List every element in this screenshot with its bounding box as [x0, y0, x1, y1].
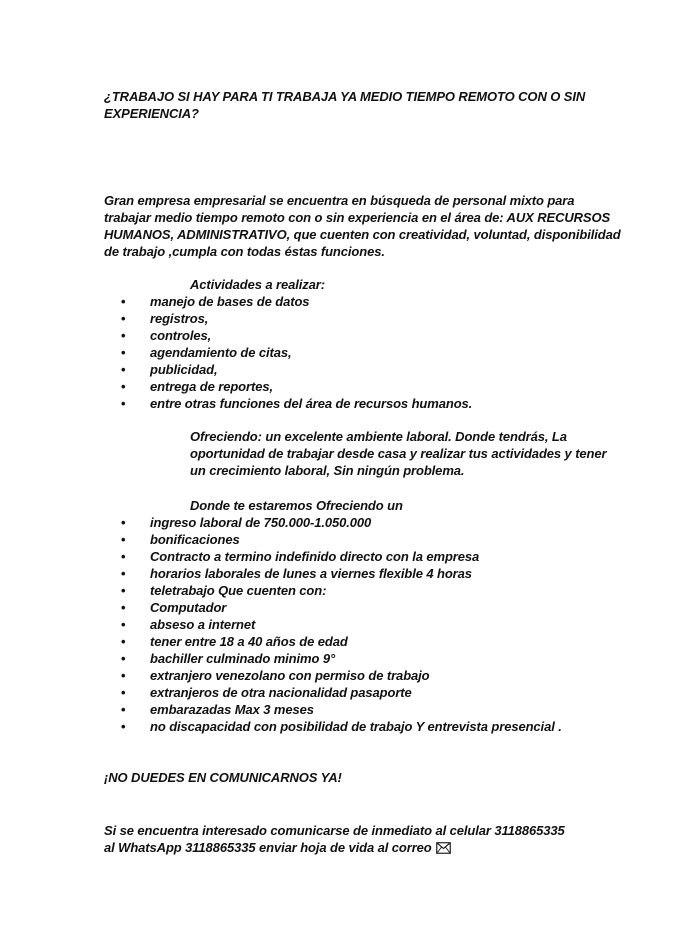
- activities-list: [0, 293, 697, 412]
- bullet-point: •: [121, 311, 126, 326]
- benefit-item: [0, 531, 697, 548]
- bullet-point: •: [121, 294, 126, 309]
- bullet-point: •: [121, 617, 126, 632]
- activity-item-text: manejo de bases de datos: [150, 294, 310, 309]
- benefit-item: [0, 650, 697, 667]
- bullet-point: •: [121, 379, 126, 394]
- benefit-item-text: extranjero venezolano con permiso de trabajo: [150, 668, 430, 683]
- benefit-item: [0, 514, 697, 531]
- bullet-point: •: [121, 685, 126, 700]
- contact-line-2-text: al WhatsApp 3118865335 enviar hoja de vida al correo: [104, 840, 432, 855]
- activity-item-text: agendamiento de citas,: [150, 345, 292, 360]
- intro-paragraph: Gran empresa empresarial se encuentra en búsqueda de personal mixto para trabajar medio tiempo remoto con o sin experiencia en el área de: AUX RECURSOS HUMANOS, ADMINISTRATIVO, que cuenten con creatividad, voluntad, disponibilidad de trabajo ,cumpla con todas éstas funciones.: [104, 193, 621, 259]
- activity-item: [0, 378, 697, 395]
- bullet-point: •: [121, 532, 126, 547]
- benefit-item: [0, 565, 697, 582]
- benefit-item-text: Computador: [150, 600, 227, 615]
- activity-item-text: controles,: [150, 328, 212, 343]
- benefit-item-text: teletrabajo Que cuenten con:: [150, 583, 327, 598]
- activities-heading: Actividades a realizar:: [190, 277, 325, 292]
- benefit-item: [0, 633, 697, 650]
- benefit-item: [0, 548, 697, 565]
- bullet-point: •: [121, 345, 126, 360]
- benefit-item-text: Contracto a termino indefinido directo con la empresa: [150, 549, 480, 564]
- bullet-point: •: [121, 600, 126, 615]
- activity-item: [0, 327, 697, 344]
- bullet-point: •: [121, 702, 126, 717]
- activity-item-text: registros,: [150, 311, 209, 326]
- benefit-item: [0, 701, 697, 718]
- benefits-heading: Donde te estaremos Ofreciendo un: [190, 498, 403, 513]
- bullet-point: •: [121, 668, 126, 683]
- bullet-point: •: [121, 634, 126, 649]
- bullet-point: •: [121, 362, 126, 377]
- activity-item-text: publicidad,: [150, 362, 218, 377]
- activity-item-text: entre otras funciones del área de recursos humanos.: [150, 396, 473, 411]
- benefit-item-text: bonificaciones: [150, 532, 240, 547]
- benefit-item-text: tener entre 18 a 40 años de edad: [150, 634, 348, 649]
- bullet-point: •: [121, 566, 126, 581]
- contact-line-2: [104, 839, 624, 858]
- benefit-item: [0, 582, 697, 599]
- bullet-point: •: [121, 328, 126, 343]
- bullet-point: •: [121, 549, 126, 564]
- activity-item: [0, 344, 697, 361]
- bullet-point: •: [121, 396, 126, 411]
- activity-item-text: entrega de reportes,: [150, 379, 273, 394]
- call-to-action: ¡NO DUEDES EN COMUNICARNOS YA!: [104, 770, 342, 785]
- benefit-item: [0, 667, 697, 684]
- bullet-point: •: [121, 651, 126, 666]
- benefit-item-text: extranjeros de otra nacionalidad pasaporte: [150, 685, 412, 700]
- benefit-item-text: bachiller culminado minimo 9°: [150, 651, 336, 666]
- benefit-item-text: embarazadas Max 3 meses: [150, 702, 314, 717]
- activity-item: [0, 310, 697, 327]
- bullet-point: •: [121, 515, 126, 530]
- activity-item: [0, 395, 697, 412]
- activity-item: [0, 361, 697, 378]
- offer-paragraph: Ofreciendo: un excelente ambiente laboral. Donde tendrás, La oportunidad de trabajar desde casa y realizar tus actividades y tener un crecimiento laboral, Sin ningún problema.: [190, 429, 607, 478]
- envelope-icon: [436, 841, 451, 858]
- benefit-item-text: no discapacidad con posibilidad de trabajo Y entrevista presencial .: [150, 719, 562, 734]
- benefit-item-text: horarios laborales de lunes a viernes flexible 4 horas: [150, 566, 472, 581]
- contact-line-1: Si se encuentra interesado comunicarse de inmediato al celular 3118865335: [104, 823, 565, 838]
- benefit-item-text: ingreso laboral de 750.000-1.050.000: [150, 515, 372, 530]
- bullet-point: •: [121, 583, 126, 598]
- benefit-item: [0, 718, 697, 735]
- bullet-point: •: [121, 719, 126, 734]
- contact-block: [104, 822, 624, 858]
- benefit-item-text: abseso a internet: [150, 617, 256, 632]
- activity-item: [0, 293, 697, 310]
- benefits-list: [0, 514, 697, 735]
- benefit-item: [0, 616, 697, 633]
- benefit-item: [0, 684, 697, 701]
- document-title: ¿TRABAJO SI HAY PARA TI TRABAJA YA MEDIO TIEMPO REMOTO CON O SIN EXPERIENCIA?: [104, 89, 586, 121]
- benefit-item: [0, 599, 697, 616]
